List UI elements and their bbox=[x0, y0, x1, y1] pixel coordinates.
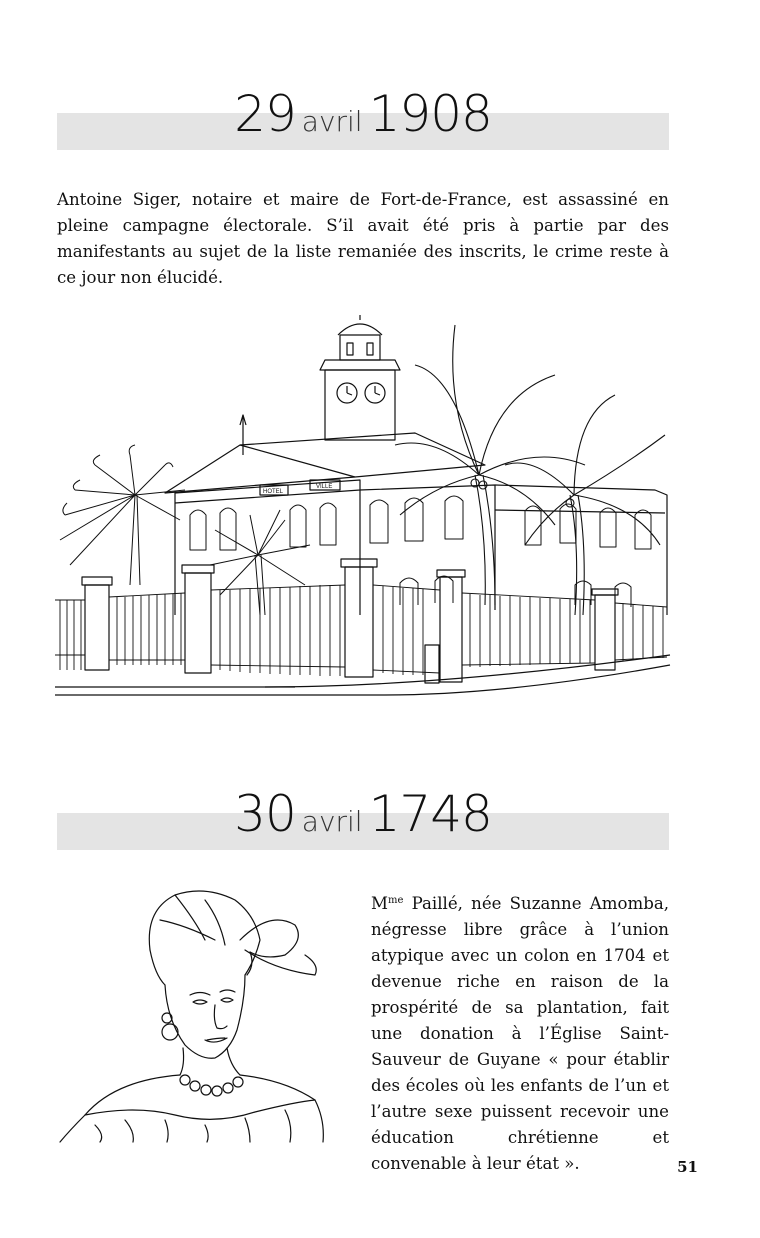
sign-ville: VILLE bbox=[316, 484, 333, 490]
title-sup: me bbox=[388, 895, 404, 906]
day: 30 bbox=[234, 785, 296, 843]
date-heading-1 bbox=[57, 85, 669, 143]
entry-2-text bbox=[371, 888, 669, 1177]
year: 1908 bbox=[368, 85, 492, 143]
date-heading-2 bbox=[57, 785, 669, 843]
woman-portrait-illustration bbox=[55, 880, 335, 1145]
entry-1-text: Antoine Siger, notaire et maire de Fort-de-France, est assassiné en pleine campagne électorale. S’il avait été pris à partie par des manifestants au sujet de la liste remaniée des inscrits, le crime reste à ce jour non élucidé. bbox=[57, 190, 669, 287]
year: 1748 bbox=[368, 785, 492, 843]
town-hall-illustration bbox=[55, 315, 675, 705]
day: 29 bbox=[234, 85, 296, 143]
month: avril bbox=[301, 805, 363, 838]
entry-2-body: Paillé, née Suzanne Amomba, négresse libre grâce à l’union atypique avec un colon en 1704 et devenue riche en raison de la prospérité de sa plantation, fait une donation à l’Église Saint-Sauveur de Guyane « pour établir des écoles où les enfants de l’un et l’autre sexe puissent recevoir une éducation chrétienne et convenable à leur état ». bbox=[371, 894, 669, 1173]
page-number: 51 bbox=[677, 1158, 698, 1176]
month: avril bbox=[301, 105, 363, 138]
title-prefix: M bbox=[371, 894, 388, 913]
sign-hotel: HOTEL bbox=[263, 489, 284, 495]
